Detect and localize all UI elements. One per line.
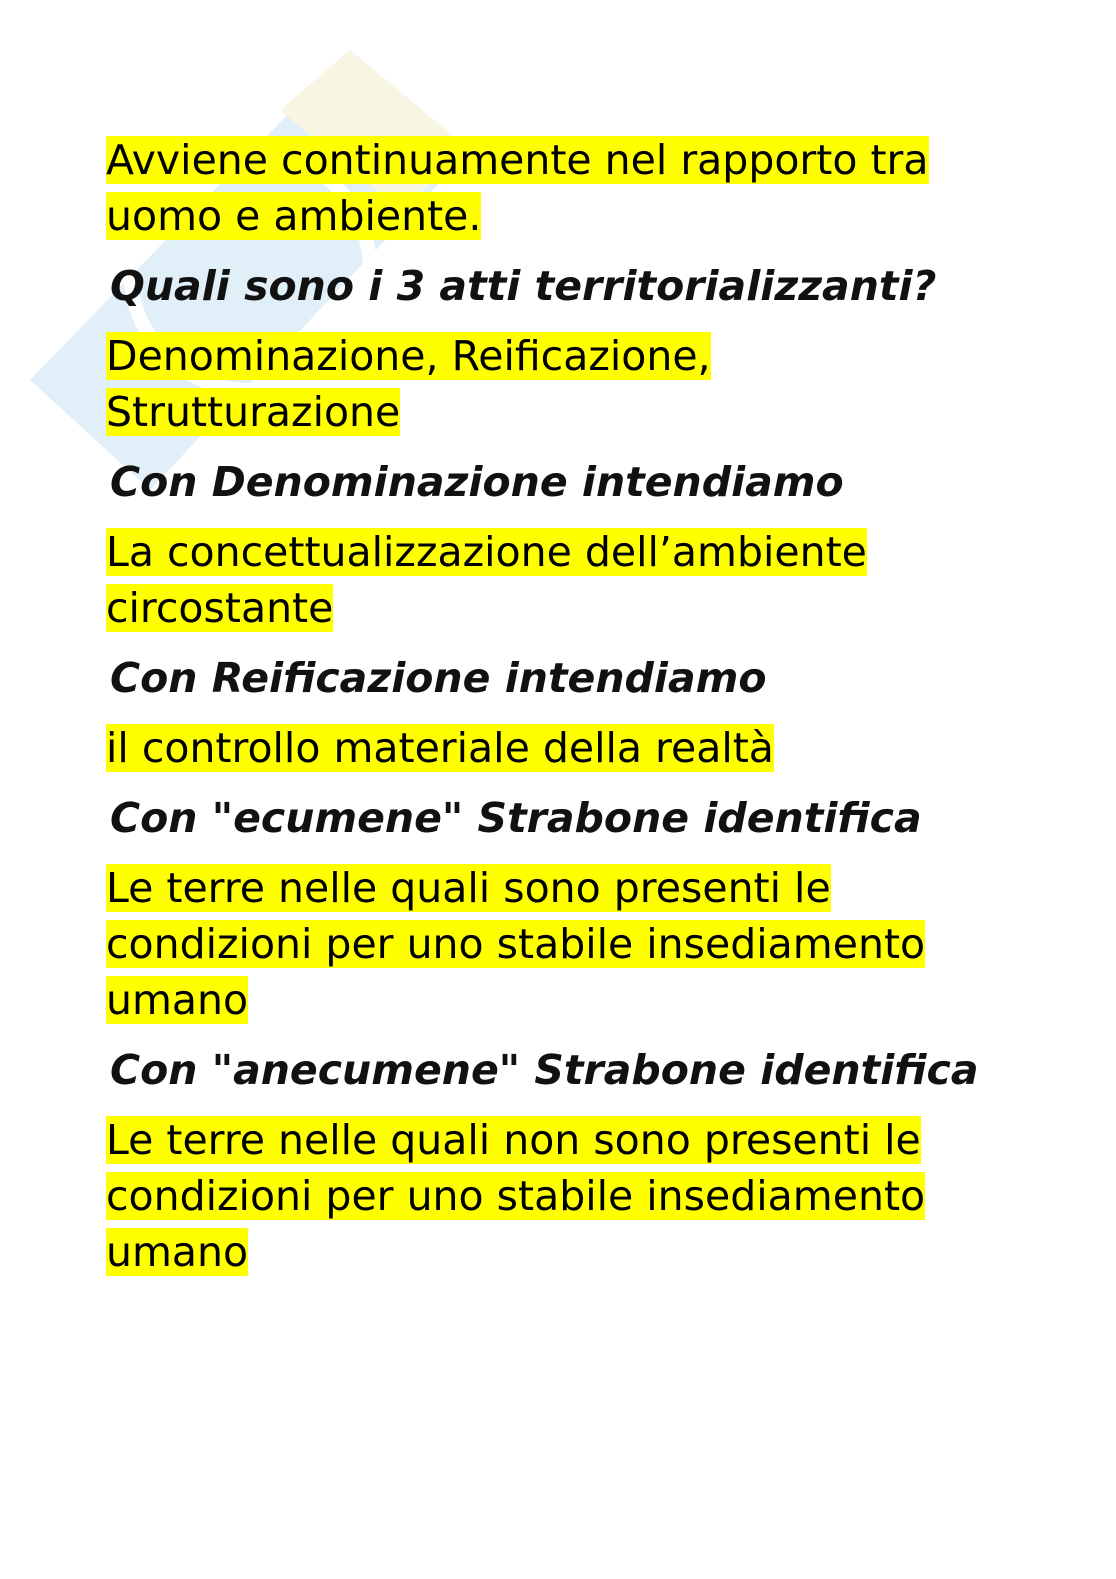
question-text: Con "ecumene" Strabone identifica (110, 794, 922, 842)
question-text: Con Reificazione intendiamo (110, 654, 767, 702)
question-text: Quali sono i 3 atti territorializzanti? (110, 262, 937, 310)
answer-text: il controllo materiale della realtà (106, 724, 774, 772)
document-body (106, 132, 1011, 1294)
answer-text: Le terre nelle quali sono presenti le condizioni per uno stabile insediamento umano (106, 864, 926, 1024)
question-text: Con Denominazione intendiamo (110, 458, 844, 506)
answer-text: La concettualizzazione dell’ambiente circostante (106, 528, 867, 632)
answer-text: Le terre nelle quali non sono presenti le condizioni per uno stabile insediamento umano (106, 1116, 926, 1276)
question-text: Con "anecumene" Strabone identifica (110, 1046, 979, 1094)
answer-text: Denominazione, Reificazione, Strutturazione (106, 332, 711, 436)
answer-text: Avviene continuamente nel rapporto tra uomo e ambiente. (106, 136, 929, 240)
